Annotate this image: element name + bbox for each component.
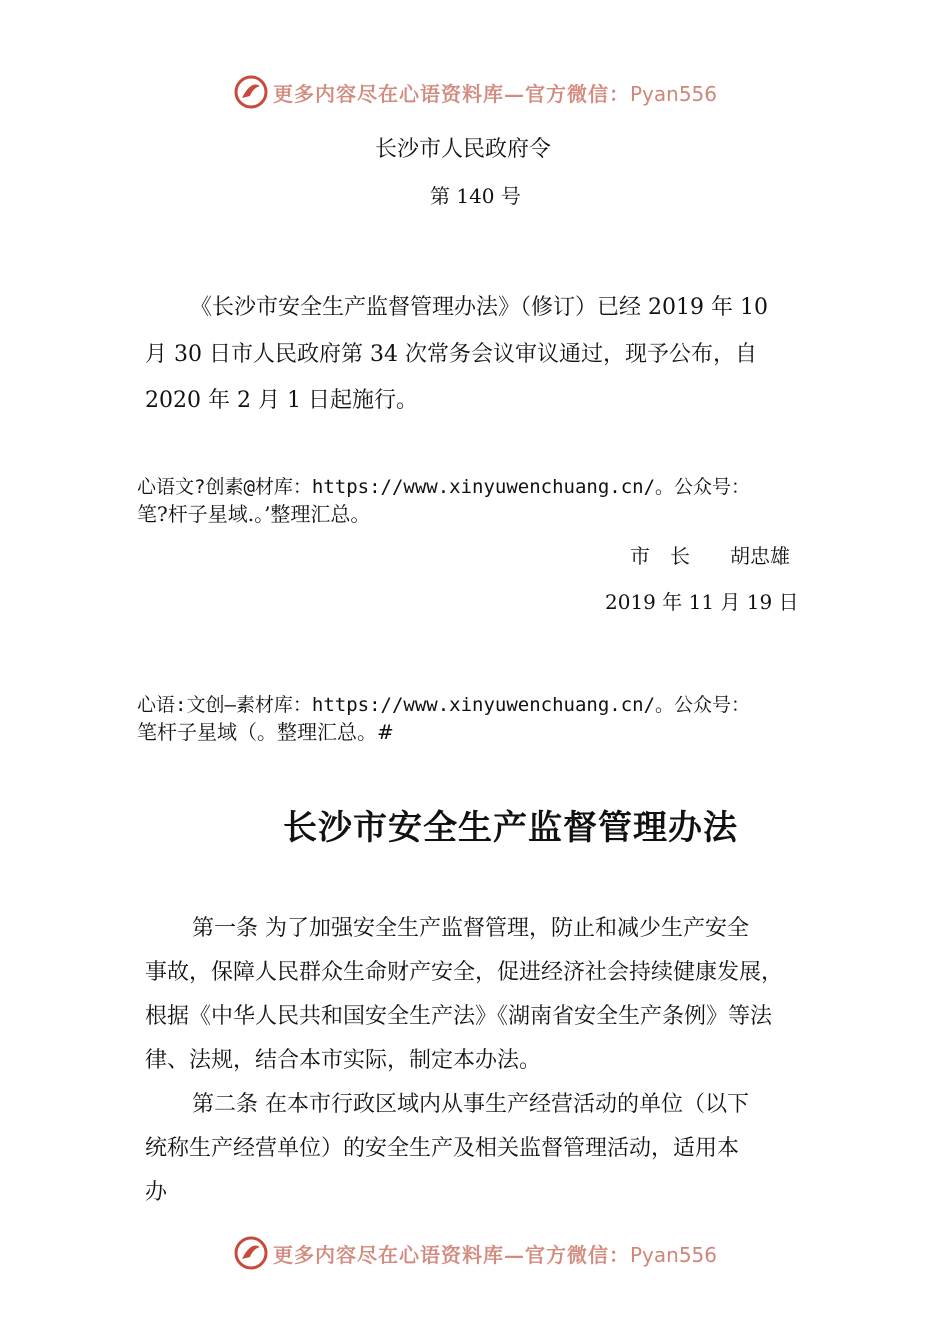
article-line-7: 办 xyxy=(145,1180,168,1205)
banner-wechat-id: Pyan556 xyxy=(629,1242,717,1267)
banner-text xyxy=(273,78,717,107)
banner-wechat-id: Pyan556 xyxy=(629,81,717,106)
watermark-line-2a: 心语:文创—素材库：https://www.xinyuwenchuang.cn/。公众号： xyxy=(137,694,751,716)
article-line-3: 根据《中华人民共和国安全生产法》《湖南省安全生产条例》等法 xyxy=(145,1004,773,1029)
brand-logo-icon xyxy=(233,74,269,110)
article-line-2: 事故，保障人民群众生命财产安全，促进经济社会持续健康发展， xyxy=(145,960,784,985)
decree-date: 2019 年 11 月 19 日 xyxy=(605,590,799,614)
decree-body-line-3: 2020 年 2 月 1 日起施行。 xyxy=(145,388,418,413)
watermark-line-1b: 笔?杆子星域.。’整理汇总。 xyxy=(137,502,371,526)
decree-body-line-2: 月 30 日市人民政府第 34 次常务会议审议通过，现予公布，自 xyxy=(145,342,757,367)
article-line-6: 统称生产经营单位）的安全生产及相关监督管理活动，适用本 xyxy=(145,1136,740,1161)
signature: 市 长 胡忠雄 xyxy=(630,544,790,568)
banner-main-text: 更多内容尽在心语资料库—官方微信： xyxy=(272,1242,630,1267)
banner-main-text: 更多内容尽在心语资料库—官方微信： xyxy=(272,81,630,106)
watermark-line-2b: 笔杆子星域（。整理汇总。# xyxy=(137,720,394,744)
decree-body-line-1: 《长沙市安全生产监督管理办法》（修订）已经 2019 年 10 xyxy=(190,295,768,320)
article-line-5: 第二条 在本市行政区域内从事生产经营活动的单位（以下 xyxy=(192,1092,749,1117)
article-line-4: 律、法规，结合本市实际，制定本办法。 xyxy=(145,1048,542,1073)
footer-banner xyxy=(0,1233,950,1273)
regulation-title: 长沙市安全生产监督管理办法 xyxy=(283,808,738,848)
article-line-1: 第一条 为了加强安全生产监督管理，防止和减少生产安全 xyxy=(192,916,749,941)
decree-title: 长沙市人民政府令 xyxy=(375,137,552,162)
banner-text xyxy=(273,1239,717,1268)
brand-logo-icon xyxy=(233,1235,269,1271)
watermark-line-1a: 心语文?创素@材库：https://www.xinyuwenchuang.cn/。公众号： xyxy=(137,476,751,498)
header-banner xyxy=(0,72,950,112)
decree-number: 第 140 号 xyxy=(430,184,521,208)
